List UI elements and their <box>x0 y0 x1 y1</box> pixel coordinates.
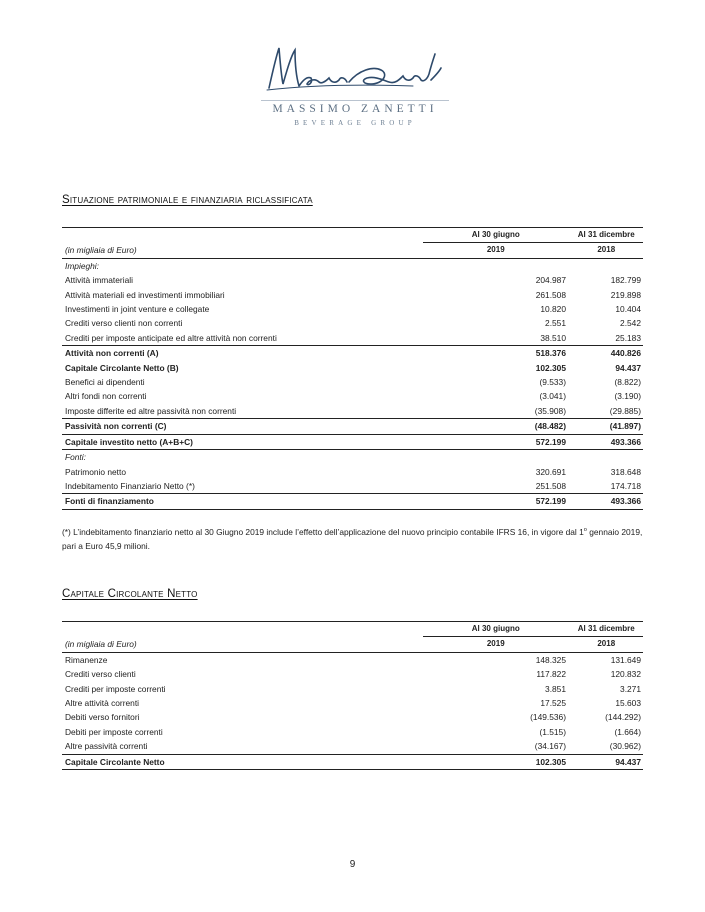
table-cell-value: (3.190) <box>614 391 641 402</box>
table-cell-value: 94.437 <box>568 754 643 769</box>
total-row-non-current-assets <box>62 346 643 361</box>
table-cell-label: Benefici ai dipendenti <box>65 377 145 388</box>
table-cell-label: Capitale Circolante Netto <box>62 754 423 769</box>
table-cell-label: Indebitamento Finanziario Netto (*) <box>65 480 195 491</box>
table-cell-value: 102.305 <box>535 362 566 373</box>
table-cell-value: (41.897) <box>568 419 643 434</box>
table-cell-value: (35.908) <box>534 405 566 416</box>
table-cell-value: 204.987 <box>535 275 566 286</box>
page-number: 9 <box>349 859 356 870</box>
table-cell-value: 131.649 <box>610 654 641 665</box>
table-cell-value: (1.664) <box>614 726 641 737</box>
table-cell-value: 148.325 <box>535 654 566 665</box>
subheading-impieghi: Impieghi: <box>65 260 99 271</box>
table-row <box>62 652 643 667</box>
table-cell-label: Rimanenze <box>65 654 108 665</box>
table-cell-label: Capitale Circolante Netto (B) <box>65 362 179 373</box>
table-cell-label: Capitale investito netto (A+B+C) <box>62 434 423 449</box>
table-row <box>62 316 643 330</box>
company-logo <box>255 40 455 132</box>
table-cell-value: 102.305 <box>423 754 568 769</box>
table-cell-value: 94.437 <box>615 362 641 373</box>
table-cell-value: (1.515) <box>539 726 566 737</box>
table-cell-value: (29.885) <box>609 405 641 416</box>
table-header-row <box>62 622 643 637</box>
footnote-text-end: gennaio 2019, pari a Euro 45,9 milioni. <box>62 527 643 551</box>
section-title-working-capital: Capitale Circolante Netto <box>62 588 198 600</box>
col-b-period: Al 31 dicembre <box>568 622 643 637</box>
table-cell-value: 3.851 <box>545 683 566 694</box>
table-cell-value: (8.822) <box>614 377 641 388</box>
table-cell-value: 174.718 <box>610 480 641 491</box>
table-cell-value: 318.648 <box>610 466 641 477</box>
table-cell-value: 518.376 <box>423 346 568 361</box>
table-cell-value: 219.898 <box>610 289 641 300</box>
col-a-year: 2019 <box>423 637 568 652</box>
table-cell-value: (149.536) <box>530 712 566 723</box>
table-row <box>62 725 643 739</box>
logo-rule <box>261 100 449 101</box>
table-cell-value: 2.542 <box>620 318 641 329</box>
table-cell-value: 15.603 <box>615 698 641 709</box>
total-row-sources <box>62 494 643 509</box>
footnote-text: (*) L’indebitamento finanziario netto al 30 Giugno 2019 include l’effetto dell’applicazione del nuovo principio contabile IFRS 16, in vigore dal 1 <box>62 527 584 537</box>
col-a-year: 2019 <box>423 243 568 258</box>
col-b-period: Al 31 dicembre <box>568 228 643 243</box>
table-row <box>62 667 643 681</box>
table-cell-label: Debiti per imposte correnti <box>65 726 163 737</box>
table-cell-label: Passività non correnti (C) <box>62 419 423 434</box>
subheading-row <box>62 258 643 273</box>
total-row-working-capital <box>62 361 643 375</box>
table-cell-value: 261.508 <box>535 289 566 300</box>
table-cell-value: 572.199 <box>423 494 568 509</box>
table-cell-label <box>62 622 423 637</box>
col-b-year: 2018 <box>568 637 643 652</box>
table-row <box>62 710 643 724</box>
table-cell-value: 117.822 <box>536 669 566 680</box>
table-row <box>62 389 643 403</box>
table-row <box>62 696 643 710</box>
table-row <box>62 302 643 316</box>
table-header-row <box>62 637 643 652</box>
table-cell-label: Altre passività correnti <box>65 741 148 752</box>
table-cell-label: Attività immateriali <box>65 275 133 286</box>
table-cell-label <box>423 450 568 465</box>
table-cell-value: 10.820 <box>540 304 566 315</box>
total-row-non-current-liabilities <box>62 419 643 434</box>
table-cell-value: (3.041) <box>539 391 566 402</box>
table-cell-value: 2.551 <box>545 318 566 329</box>
table-cell-label: Imposte differite ed altre passività non correnti <box>65 405 237 416</box>
table-cell-label <box>568 450 643 465</box>
balance-sheet-table <box>62 227 643 510</box>
total-row-invested-capital <box>62 434 643 449</box>
footnote <box>62 526 644 554</box>
table-cell-value: 320.691 <box>535 466 566 477</box>
table-row <box>62 682 643 696</box>
table-cell-value: 493.366 <box>568 494 643 509</box>
table-cell-label: Fonti di finanziamento <box>62 494 423 509</box>
logo-name: MASSIMO ZANETTI <box>272 103 438 115</box>
table-cell-label: Crediti per imposte anticipate ed altre attività non correnti <box>65 332 277 343</box>
table-row <box>62 465 643 479</box>
table-cell-value: 10.404 <box>615 304 641 315</box>
unit-label: (in migliaia di Euro) <box>62 637 423 652</box>
table-cell-value: 25.183 <box>615 332 641 343</box>
table-cell-value: (144.292) <box>605 712 641 723</box>
table-cell-value: (9.533) <box>539 377 566 388</box>
table-cell-value: (30.962) <box>609 741 641 752</box>
table-row <box>62 331 643 346</box>
table-cell-label <box>62 228 423 243</box>
working-capital-table <box>62 621 643 770</box>
col-a-period: Al 30 giugno <box>423 228 568 243</box>
table-cell-label: Attività non correnti (A) <box>62 346 423 361</box>
table-cell-value: (34.167) <box>534 741 566 752</box>
table-cell-label <box>423 258 568 273</box>
table-cell-value: 38.510 <box>540 332 566 343</box>
table-cell-label <box>568 258 643 273</box>
table-cell-label: Crediti verso clienti <box>65 669 136 680</box>
table-cell-value: 182.799 <box>610 275 641 286</box>
table-cell-label: Attività materiali ed investimenti immobiliari <box>65 289 225 300</box>
table-cell-label: Investimenti in joint venture e collegate <box>65 304 210 315</box>
table-cell-value: 251.508 <box>535 480 566 491</box>
table-cell-label: Debiti verso fornitori <box>65 712 140 723</box>
col-a-period: Al 30 giugno <box>423 622 568 637</box>
table-row <box>62 739 643 754</box>
table-header-row <box>62 243 643 258</box>
table-header-row <box>62 228 643 243</box>
table-row <box>62 288 643 302</box>
logo-group: BEVERAGE GROUP <box>294 119 416 127</box>
table-cell-label: Crediti verso clienti non correnti <box>65 318 183 329</box>
table-cell-value: 440.826 <box>568 346 643 361</box>
subheading-fonti: Fonti: <box>65 452 86 463</box>
table-cell-value: 3.271 <box>620 683 641 694</box>
section-title-balance-sheet: Situazione patrimoniale e finanziaria riclassificata <box>62 194 313 206</box>
table-row <box>62 273 643 287</box>
table-cell-value: 120.832 <box>610 669 641 680</box>
table-row <box>62 375 643 389</box>
unit-label: (in migliaia di Euro) <box>62 243 423 258</box>
footnote-sup: o <box>583 527 587 534</box>
subheading-row <box>62 450 643 465</box>
total-row-working-capital <box>62 754 643 769</box>
table-cell-value: (48.482) <box>423 419 568 434</box>
table-cell-label: Crediti per imposte correnti <box>65 683 166 694</box>
table-cell-value: 493.366 <box>568 434 643 449</box>
table-row <box>62 404 643 419</box>
signature-logo <box>263 40 443 96</box>
table-cell-label: Patrimonio netto <box>65 466 126 477</box>
table-cell-value: 17.525 <box>540 698 566 709</box>
table-cell-label: Altre attività correnti <box>65 698 140 709</box>
table-cell-value: 572.199 <box>423 434 568 449</box>
table-cell-label: Altri fondi non correnti <box>65 391 147 402</box>
col-b-year: 2018 <box>568 243 643 258</box>
table-row <box>62 479 643 494</box>
